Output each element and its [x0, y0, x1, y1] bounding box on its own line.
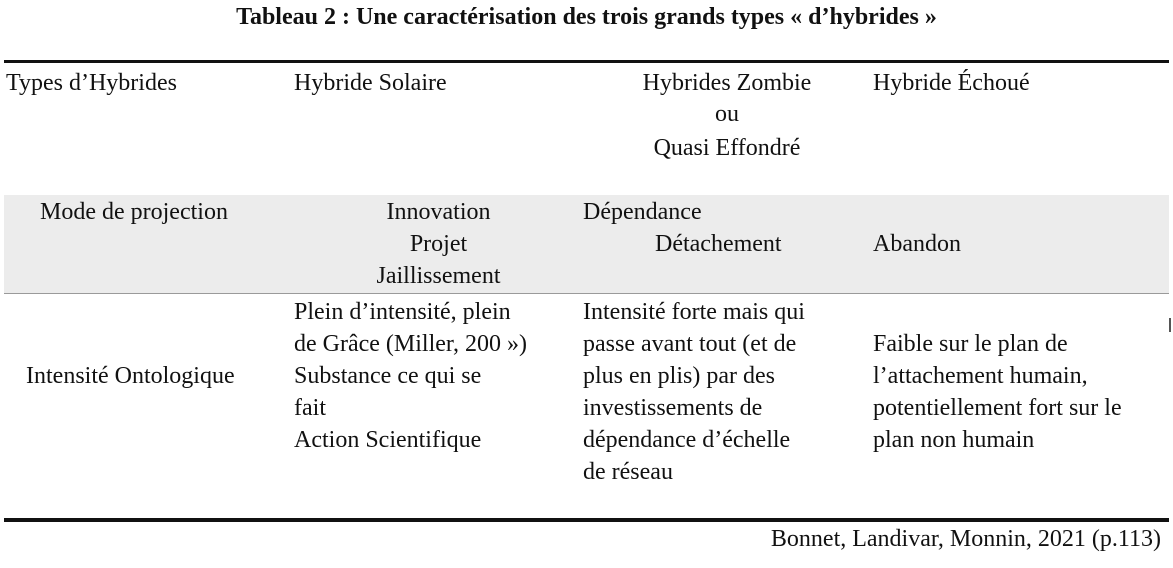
intensity-solaire-l4: fait — [294, 395, 326, 421]
intensity-solaire-l2: de Grâce (Miller, 200 ») — [294, 331, 527, 357]
mode-zombie-l1: Dépendance — [583, 199, 702, 225]
mode-label: Mode de projection — [40, 199, 228, 225]
header-echoue: Hybride Échoué — [873, 70, 1030, 96]
source-citation: Bonnet, Landivar, Monnin, 2021 (p.113) — [770, 526, 1161, 552]
intensity-echoue-l1: Faible sur le plan de — [873, 331, 1068, 357]
mode-solaire-l2: Projet — [409, 231, 468, 257]
header-solaire: Hybride Solaire — [294, 70, 447, 96]
intensity-zombie-l1: Intensité forte mais qui — [583, 299, 805, 325]
mode-solaire-l3: Jaillissement — [376, 263, 501, 289]
header-types: Types d’Hybrides — [6, 70, 177, 96]
intensity-solaire-l3: Substance ce qui se — [294, 363, 482, 389]
header-zombie-l3: Quasi Effondré — [653, 135, 801, 161]
intensity-echoue-l3: potentiellement fort sur le — [873, 395, 1122, 421]
intensity-solaire-l1: Plein d’intensité, plein — [294, 299, 511, 325]
intensity-zombie-l3: plus en plis) par des — [583, 363, 775, 389]
intensity-zombie-l6: de réseau — [583, 459, 673, 485]
top-rule — [4, 60, 1169, 63]
intensity-zombie-l2: passe avant tout (et de — [583, 331, 797, 357]
mode-solaire-l1: Innovation — [386, 199, 491, 225]
intensity-label: Intensité Ontologique — [26, 363, 235, 389]
intensity-zombie-l4: investissements de — [583, 395, 763, 421]
header-zombie-l2: ou — [715, 101, 739, 127]
intensity-echoue-l4: plan non humain — [873, 427, 1035, 453]
intensity-solaire-l5: Action Scientifique — [294, 427, 482, 453]
intensity-echoue-l2: l’attachement humain, — [873, 363, 1088, 389]
mode-zombie-l2: Détachement — [655, 231, 782, 257]
intensity-zombie-l5: dépendance d’échelle — [583, 427, 791, 453]
table-title: Tableau 2 : Une caractérisation des trois grands types « d’hybrides » — [236, 4, 937, 30]
text-cursor-mark — [1169, 318, 1171, 332]
header-zombie-l1: Hybrides Zombie — [642, 70, 812, 96]
mode-echoue: Abandon — [873, 231, 961, 257]
bottom-rule — [4, 518, 1169, 522]
